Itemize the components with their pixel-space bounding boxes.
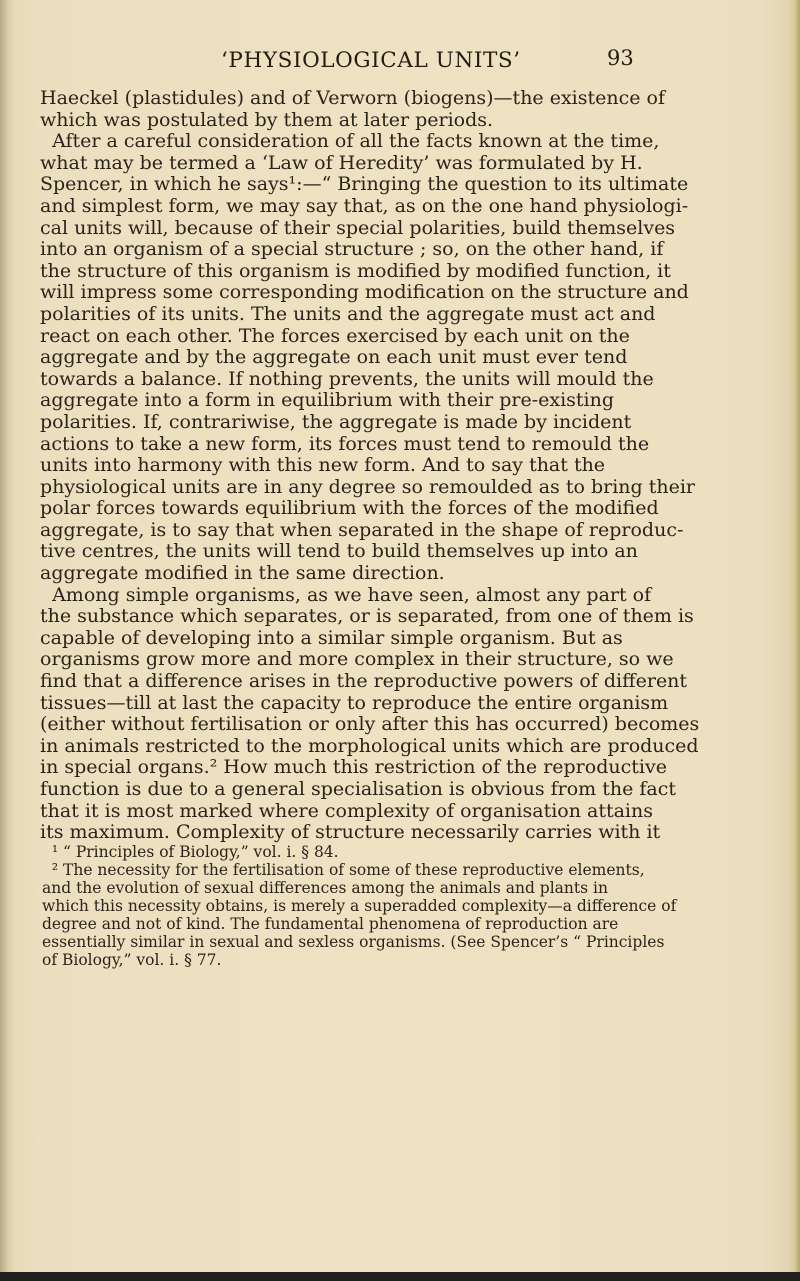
footnote-line: degree and not of kind. The fundamental phenomena of reproduction are xyxy=(42,915,619,933)
text-line: polarities. If, contrariwise, the aggregate is made by incident xyxy=(40,410,632,433)
text-line: aggregate modified in the same direction. xyxy=(40,562,445,585)
page-header xyxy=(40,42,740,82)
text-line: polarities of its units. The units and the aggregate must act and xyxy=(40,302,656,325)
text-line: what may be termed a ‘Law of Heredity’ was formulated by H. xyxy=(40,151,643,174)
text-line: polar forces towards equilibrium with the forces of the modified xyxy=(40,497,659,520)
text-line: which was postulated by them at later periods. xyxy=(40,108,494,131)
text-line: aggregate, is to say that when separated in the shape of reproduc- xyxy=(40,518,684,541)
main-text xyxy=(40,87,700,844)
text-line: the structure of this organism is modified by modified function, it xyxy=(40,259,671,282)
text-line: function is due to a general specialisation is obvious from the fact xyxy=(40,778,677,800)
text-line: (either without fertilisation or only after this has occurred) becomes xyxy=(40,713,700,736)
text-line: aggregate and by the aggregate on each unit must ever tend xyxy=(40,346,628,369)
text-line: Spencer, in which he says¹:—“ Bringing the question to its ultimate xyxy=(40,173,689,196)
text-line: physiological units are in any degree so remoulded as to bring their xyxy=(40,475,695,498)
text-line: units into harmony with this new form. And to say that the xyxy=(40,454,606,477)
footnote-line: of Biology,” vol. i. § 77. xyxy=(42,951,222,969)
footnote-line: ¹ “ Principles of Biology,” vol. i. § 84. xyxy=(42,843,339,861)
footnotes xyxy=(42,843,677,969)
text-line: will impress some corresponding modification on the structure and xyxy=(40,281,689,304)
text-line: After a careful consideration of all the facts known at the time, xyxy=(40,130,660,153)
text-line: tissues—till at last the capacity to reproduce the entire organism xyxy=(40,691,669,714)
text-line: react on each other. The forces exercised by each unit on the xyxy=(40,324,630,347)
footnote-line: ² The necessity for the fertilisation of some of these reproductive elements, xyxy=(42,861,645,879)
text-line: Among simple organisms, as we have seen, almost any part of xyxy=(40,583,652,606)
footnote-line: and the evolution of sexual differences among the animals and plants in xyxy=(42,879,608,897)
text-line: in animals restricted to the morphological units which are produced xyxy=(40,734,699,757)
text-line: tive centres, the units will tend to build themselves up into an xyxy=(40,540,638,563)
text-line: aggregate into a form in equilibrium with their pre-existing xyxy=(40,389,615,412)
text-line: in special organs.² How much this restriction of the reproductive xyxy=(40,756,667,779)
text-line: and simplest form, we may say that, as on the one hand physiologi- xyxy=(40,194,689,217)
page-edge xyxy=(790,0,800,1281)
text-line: the substance which separates, or is separated, from one of them is xyxy=(40,605,694,628)
text-line: capable of developing into a similar simple organism. But as xyxy=(40,626,623,649)
page-gutter-shadow xyxy=(0,0,14,1281)
page-number: 93 xyxy=(607,46,634,70)
text-line: find that a difference arises in the reproductive powers of different xyxy=(40,670,688,693)
text-line: towards a balance. If nothing prevents, the units will mould the xyxy=(40,367,654,390)
running-head: ‘PHYSIOLOGICAL UNITS’ xyxy=(221,48,521,73)
text-line: into an organism of a special structure ; so, on the other hand, if xyxy=(40,238,664,261)
text-line: organisms grow more and more complex in their structure, so we xyxy=(40,648,674,671)
footnote-line: essentially similar in sexual and sexless organisms. (See Spencer’s “ Principles xyxy=(42,933,665,951)
text-line: actions to take a new form, its forces must tend to remould the xyxy=(40,432,650,455)
text-line: that it is most marked where complexity of organisation attains xyxy=(40,799,653,822)
text-line: cal units will, because of their special polarities, build themselves xyxy=(40,216,676,239)
footnote-line: which this necessity obtains, is merely a superadded complexity—a difference of xyxy=(42,897,677,915)
text-line: Haeckel (plastidules) and of Verworn (biogens)—the existence of xyxy=(40,87,666,109)
scan-bottom-edge xyxy=(0,1272,800,1281)
text-line: its maximum. Complexity of structure necessarily carries with it xyxy=(40,821,661,844)
